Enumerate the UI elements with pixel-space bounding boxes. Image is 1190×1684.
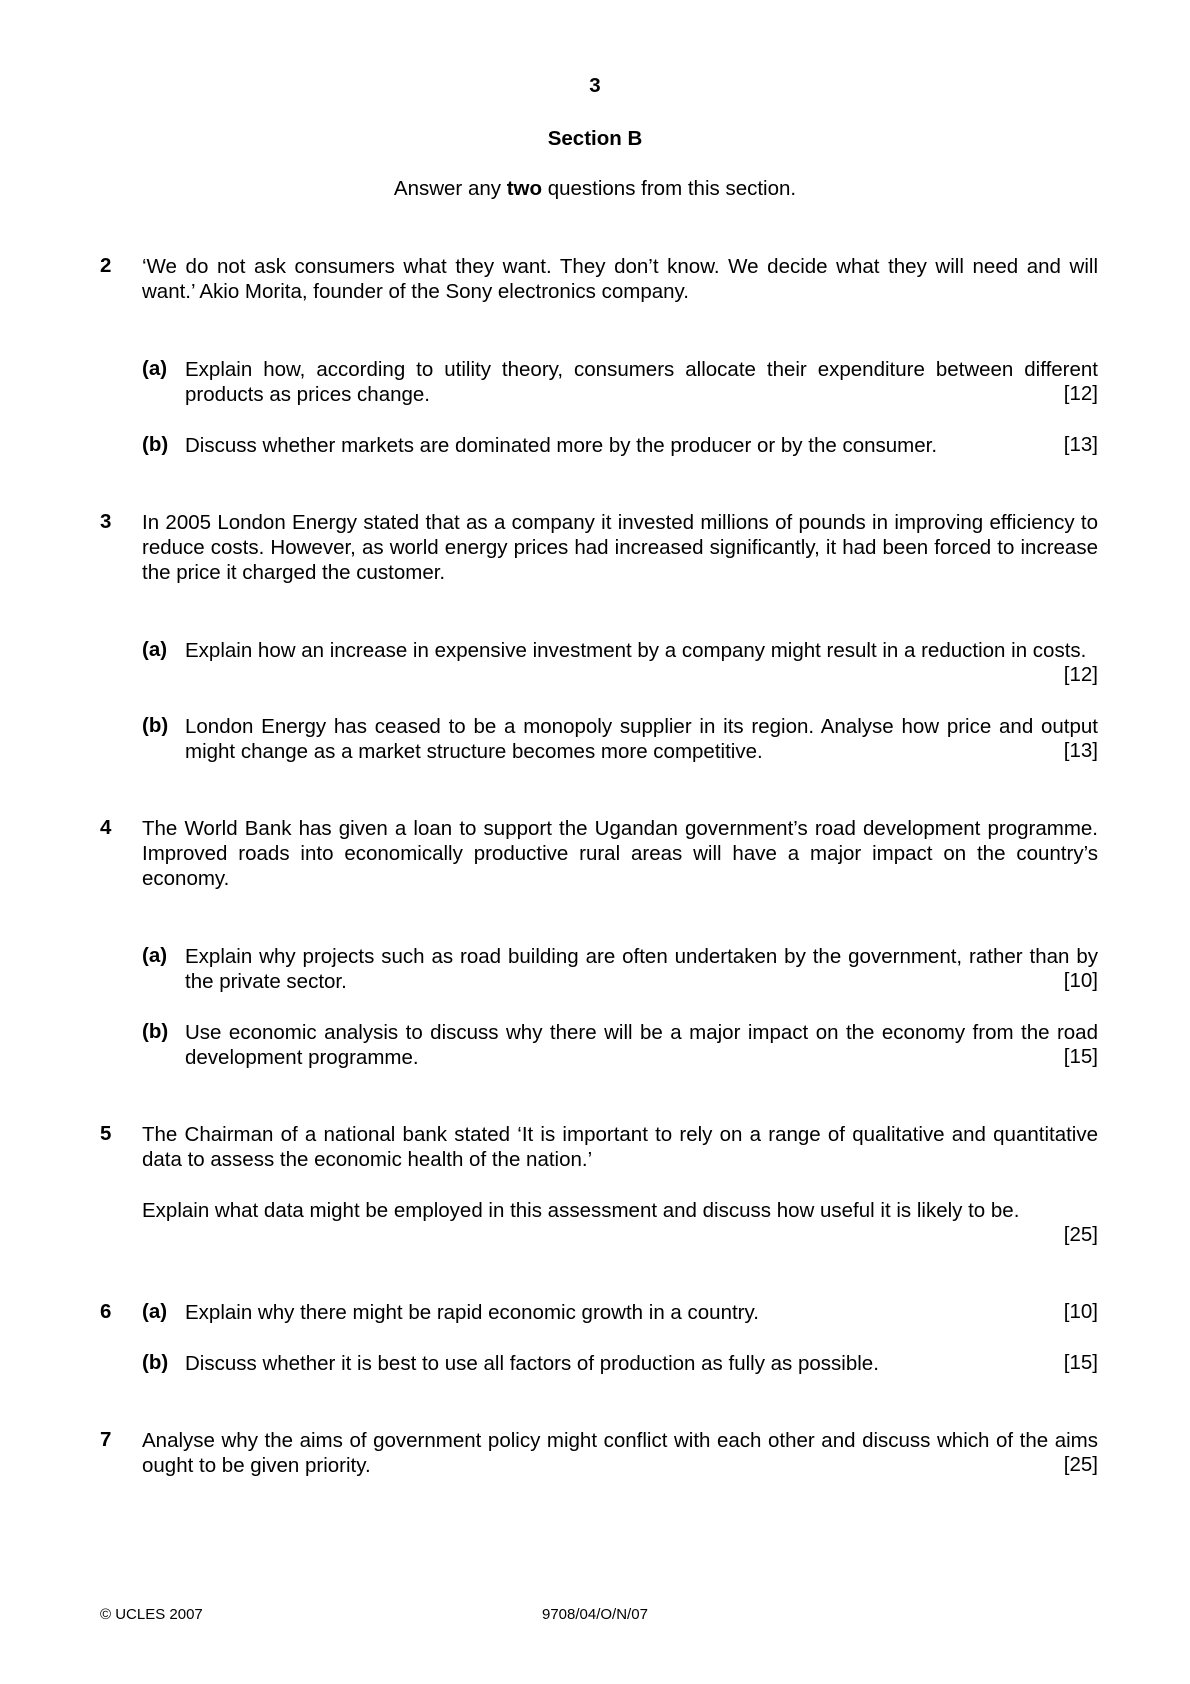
- part-label: (a): [142, 1300, 168, 1323]
- mark-allocation: [12]: [1063, 663, 1098, 686]
- mark-allocation: [15]: [1063, 1045, 1098, 1068]
- question-number: 7: [100, 1428, 112, 1451]
- mark-allocation: [12]: [1063, 382, 1098, 405]
- mark-allocation: [25]: [1063, 1453, 1098, 1476]
- mark-allocation: [25]: [1063, 1223, 1098, 1246]
- part-label: (b): [142, 1351, 169, 1374]
- part-text: Explain why there might be rapid economic growth in a country.: [185, 1301, 759, 1324]
- question-stem: Analyse why the aims of government policy might conflict with each other and discuss which of the aims ought to be given priority.: [142, 1429, 1098, 1477]
- part-label: (a): [142, 944, 168, 967]
- section-title: Section B: [547, 127, 643, 150]
- section-instruction: Answer any two questions from this section.: [393, 177, 797, 200]
- question-task: Explain what data might be employed in this assessment and discuss how useful it is likely to be.: [142, 1199, 1020, 1222]
- question-number: 2: [100, 254, 112, 277]
- part-text: Explain how, according to utility theory, consumers allocate their expenditure between different products as prices change.: [185, 358, 1098, 406]
- part-text: Use economic analysis to discuss why there will be a major impact on the economy from the road development programme.: [185, 1021, 1098, 1069]
- mark-allocation: [10]: [1063, 969, 1098, 992]
- mark-allocation: [13]: [1063, 739, 1098, 762]
- part-text: Explain how an increase in expensive investment by a company might result in a reduction in costs.: [185, 639, 1087, 662]
- part-text: Explain why projects such as road building are often undertaken by the government, rather than by the private sector.: [185, 945, 1098, 993]
- mark-allocation: [15]: [1063, 1351, 1098, 1374]
- copyright-notice: © UCLES 2007: [100, 1606, 203, 1623]
- question-stem: The World Bank has given a loan to support the Ugandan government’s road development programme. Improved roads into economically productive rural areas will have a major impact on the country’s economy.: [142, 817, 1098, 890]
- part-text: Discuss whether it is best to use all factors of production as fully as possible.: [185, 1352, 879, 1375]
- question-number: 5: [100, 1122, 112, 1145]
- part-label: (b): [142, 433, 169, 456]
- mark-allocation: [13]: [1063, 433, 1098, 456]
- question-number: 6: [100, 1300, 112, 1323]
- question-number: 4: [100, 816, 112, 839]
- question-number: 3: [100, 510, 112, 533]
- question-stem: The Chairman of a national bank stated ‘It is important to rely on a range of qualitative and quantitative data to assess the economic health of the nation.’: [142, 1123, 1098, 1171]
- part-label: (a): [142, 638, 168, 661]
- part-text: Discuss whether markets are dominated more by the producer or by the consumer.: [185, 434, 938, 457]
- question-stem: In 2005 London Energy stated that as a company it invested millions of pounds in improving efficiency to reduce costs. However, as world energy prices had increased significantly, it had been forced to increase the price it charged the customer.: [142, 511, 1098, 584]
- part-label: (b): [142, 714, 169, 737]
- mark-allocation: [10]: [1063, 1300, 1098, 1323]
- part-label: (a): [142, 357, 168, 380]
- instruction-emphasis: two: [506, 177, 542, 200]
- part-label: (b): [142, 1020, 169, 1043]
- question-stem: ‘We do not ask consumers what they want. They don’t know. We decide what they will need and will want.’ Akio Morita, founder of the Sony electronics company.: [142, 255, 1098, 303]
- page-number: 3: [589, 74, 601, 97]
- part-text: London Energy has ceased to be a monopoly supplier in its region. Analyse how price and output might change as a market structure becomes more competitive.: [185, 715, 1098, 763]
- paper-code: 9708/04/O/N/07: [542, 1606, 648, 1623]
